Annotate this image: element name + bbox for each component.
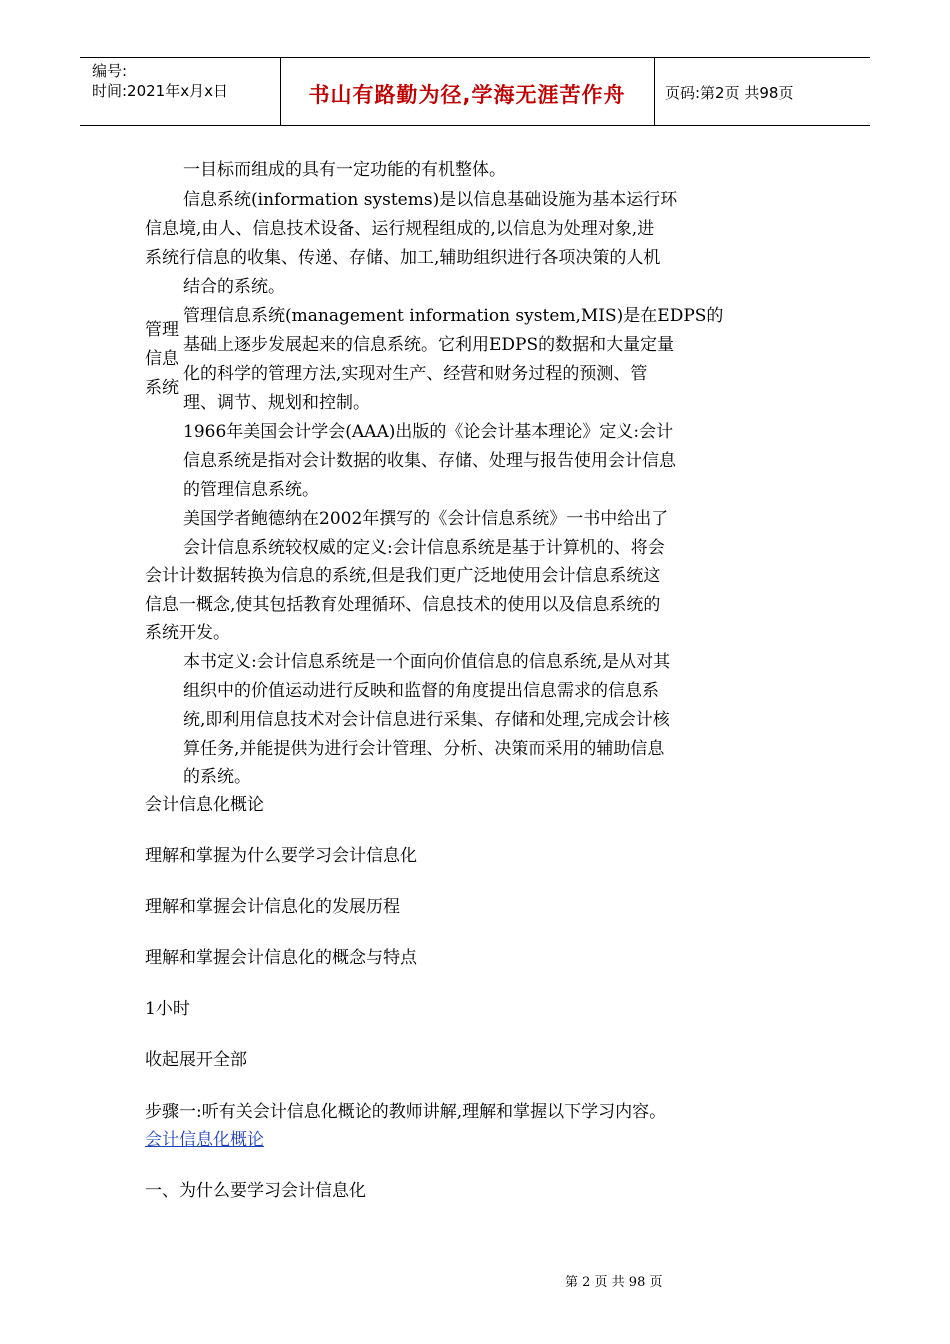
page-header — [80, 57, 870, 126]
body-line: 统,即利用信息技术对会计信息进行采集、存储和处理,完成会计核 — [183, 710, 670, 730]
body-line: 管理信息系统(management information system,MIS)是在EDPS的 — [183, 306, 724, 326]
margin-note: 系统 — [145, 378, 179, 398]
duration-text: 1小时 — [145, 999, 190, 1019]
header-page-info: 页码:第2页 共98页 — [665, 84, 794, 102]
section-title: 会计信息化概论 — [145, 795, 264, 815]
learning-objective: 理解和掌握为什么要学习会计信息化 — [145, 846, 417, 866]
body-line: 本书定义:会计信息系统是一个面向价值信息的信息系统,是从对其 — [183, 652, 671, 672]
page-footer: 第 2 页 共 98 页 — [565, 1275, 663, 1290]
body-line: 结合的系统。 — [183, 277, 285, 297]
learning-objective: 理解和掌握会计信息化的发展历程 — [145, 897, 400, 917]
margin-note: 信息 — [145, 349, 179, 369]
collapse-expand-all[interactable]: 收起展开全部 — [145, 1050, 247, 1070]
body-line: 基础上逐步发展起来的信息系统。它利用EDPS的数据和大量定量 — [183, 335, 675, 355]
document-number-label: 编号: — [92, 62, 128, 80]
body-line: 算任务,并能提供为进行会计管理、分析、决策而采用的辅助信息 — [183, 739, 665, 759]
body-line: 美国学者鲍德纳在2002年撰写的《会计信息系统》一书中给出了 — [183, 509, 669, 529]
body-line: 1966年美国会计学会(AAA)出版的《论会计基本理论》定义:会计 — [183, 422, 674, 442]
body-line: 会计信息系统较权威的定义:会计信息系统是基于计算机的、将会 — [183, 538, 665, 558]
body-line: 会计计数据转换为信息的系统,但是我们更广泛地使用会计信息系统这 — [145, 566, 661, 586]
body-line: 一目标而组成的具有一定功能的有机整体。 — [183, 160, 506, 180]
step-one-text: 步骤一:听有关会计信息化概论的教师讲解,理解和掌握以下学习内容。 — [145, 1102, 667, 1122]
body-line: 系统行信息的收集、传递、存储、加工,辅助组织进行各项决策的人机 — [145, 248, 661, 268]
body-line: 的系统。 — [183, 767, 251, 787]
body-line: 化的科学的管理方法,实现对生产、经营和财务过程的预测、管 — [183, 364, 648, 384]
body-line: 的管理信息系统。 — [183, 480, 319, 500]
body-line: 信息系统是指对会计数据的收集、存储、处理与报告使用会计信息 — [183, 451, 676, 471]
header-motto: 书山有路勤为径,学海无涯苦作舟 — [308, 83, 626, 107]
header-divider-right — [654, 58, 655, 125]
accounting-informatization-link[interactable]: 会计信息化概论 — [145, 1130, 264, 1150]
document-time-label: 时间:2021年x月x日 — [92, 82, 228, 100]
body-line: 系统开发。 — [145, 623, 230, 643]
subsection-title: 一、为什么要学习会计信息化 — [145, 1181, 366, 1201]
margin-note: 管理 — [145, 320, 179, 340]
body-line: 理、调节、规划和控制。 — [183, 393, 370, 413]
learning-objective: 理解和掌握会计信息化的概念与特点 — [145, 948, 417, 968]
body-line: 信息系统(information systems)是以信息基础设施为基本运行环 — [183, 190, 678, 210]
body-line: 信息境,由人、信息技术设备、运行规程组成的,以信息为处理对象,进 — [145, 219, 655, 239]
body-line: 组织中的价值运动进行反映和监督的角度提出信息需求的信息系 — [183, 681, 659, 701]
body-line: 信息一概念,使其包括教育处理循环、信息技术的使用以及信息系统的 — [145, 595, 661, 615]
